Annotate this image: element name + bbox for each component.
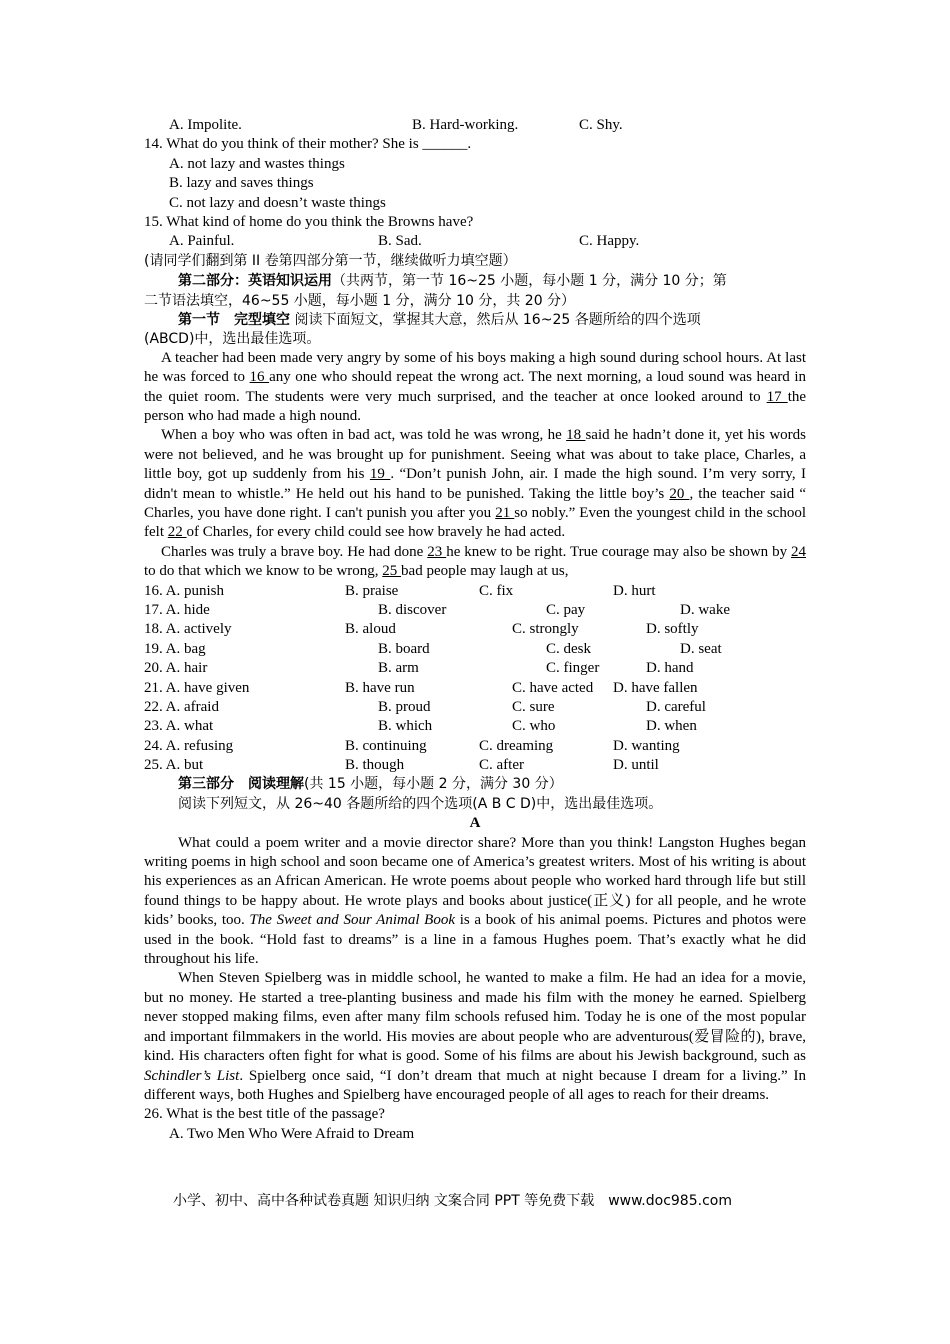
- section1-desc-2: (ABCD)中，选出最佳选项。: [144, 331, 321, 348]
- q14-option-c: C. not lazy and doesn’t waste things: [169, 194, 386, 211]
- book-title: The Sweet and Sour Animal Book: [249, 912, 456, 929]
- blank-24: 24: [791, 543, 807, 560]
- option-b: B. proud: [378, 698, 431, 715]
- option-row: [144, 601, 806, 620]
- option-row: [144, 737, 806, 756]
- option-row: [144, 582, 806, 601]
- option-d: D. when: [646, 718, 697, 735]
- passage-paragraph-2: [144, 969, 806, 1105]
- option-a: 20. A. hair: [144, 660, 208, 677]
- option-d: D. until: [613, 757, 659, 774]
- option-b: B. praise: [345, 582, 399, 599]
- option-c: C. who: [512, 718, 556, 735]
- cloze-text: bad people may laugh at us,: [401, 563, 569, 580]
- q15-options: [144, 232, 806, 251]
- cloze-paragraph-2: [144, 426, 806, 542]
- passage-text: What could a poem writer and a movie director share? More than you think! Langston Hughes began writing poems in high school and soon became one of America’s greatest writers. Most of his writing is about his experiences as an African American. He wrote poems about people who worked hard through life but still found things to be happy about. He wrote plays and books about justice(正义) for all people, and he wrote kids’ books, too.: [144, 834, 806, 929]
- q13-option-c: C. Shy.: [579, 117, 623, 133]
- section1-desc-1: 阅读下面短文，掌握其大意，然后从 16~25 各题所给的四个选项: [290, 311, 701, 328]
- section1-header: [144, 310, 806, 349]
- option-c: C. desk: [546, 640, 591, 657]
- q13-option-a: A. Impolite.: [169, 117, 242, 133]
- cloze-paragraph-3: [144, 543, 806, 582]
- q13-option-b: B. Hard-working.: [412, 117, 519, 133]
- q14-option-a: A. not lazy and wastes things: [169, 155, 345, 172]
- passage-text: . Spielberg once said, “I don’t dream that much at night because I dream for a living.” In different ways, both Hughes and Spielberg have encouraged people of all ages to reach for their dreams.: [144, 1067, 806, 1103]
- option-row: [144, 620, 806, 639]
- option-row: [144, 679, 806, 698]
- cloze-text: , the teacher said “ Charles, you have done right. I can't punish you after you: [144, 485, 807, 521]
- passage-text: is a book of his animal poems. Pictures and photos were used in the book. “Hold fast to dreams” is a line in a famous Hughes poem. That’s exactly what he did throughout his life.: [144, 912, 806, 968]
- option-b: B. which: [378, 718, 433, 735]
- cloze-text: said he hadn’t done it, yet his words were not believed, and he was brought up for punishment. Seeing what was about to take place, Charles, a little boy, got up suddenly from his: [144, 427, 807, 483]
- film-title: Schindler’s List: [144, 1067, 240, 1084]
- blank-16: 16: [249, 369, 270, 386]
- q15-option-a: A. Painful.: [169, 233, 235, 250]
- option-row: [144, 640, 806, 659]
- cloze-text: so nobly.” Even the youngest child in the school felt: [144, 504, 806, 541]
- q13-options: [144, 116, 806, 135]
- q15-option-b: B. Sad.: [378, 233, 422, 250]
- cloze-text: A teacher had been made very angry by some of his boys making a high sound during school hours. At last he was forced to: [144, 349, 806, 386]
- blank-17: 17: [766, 388, 788, 405]
- option-d: D. have fallen: [613, 679, 698, 696]
- option-c: C. fix: [479, 582, 514, 599]
- option-b: B. arm: [378, 660, 419, 677]
- option-b: B. though: [345, 757, 405, 774]
- option-b: B. discover: [378, 601, 447, 618]
- option-row: [144, 698, 806, 717]
- cloze-text: Charles was truly a brave boy. He had done: [161, 543, 428, 560]
- cloze-text: the person who had made a high nound.: [144, 388, 807, 424]
- option-b: B. continuing: [345, 737, 427, 754]
- part3-header: [144, 775, 806, 794]
- option-row: [144, 717, 806, 736]
- q15-option-c: C. Happy.: [579, 233, 640, 250]
- part2-desc-2: 二节语法填空，46~55 小题，每小题 1 分，满分 10 分，共 20 分）: [144, 292, 576, 309]
- cloze-text: of Charles, for every child could see how bravely he had acted.: [186, 524, 566, 541]
- option-a: 19. A. bag: [144, 640, 206, 657]
- blank-18: 18: [566, 427, 586, 444]
- blank-19: 19: [369, 466, 391, 483]
- cloze-text: When a boy who was often in bad act, was told he was wrong, he: [161, 427, 567, 444]
- cloze-paragraph-1: [144, 349, 806, 427]
- option-a: 24. A. refusing: [144, 737, 234, 754]
- blank-20: 20: [669, 485, 690, 502]
- exam-page: [144, 116, 806, 1144]
- option-row: [144, 756, 806, 775]
- option-d: D. softly: [646, 621, 699, 638]
- part3-instructions: 阅读下列短文，从 26~40 各题所给的四个选项(A B C D)中，选出最佳选项。: [178, 795, 663, 812]
- q26-option-a: A. Two Men Who Were Afraid to Dream: [169, 1125, 415, 1142]
- option-b: B. have run: [345, 679, 415, 696]
- cloze-options: [144, 582, 806, 776]
- part2-header: [144, 271, 806, 310]
- option-a: 21. A. have given: [144, 679, 250, 696]
- blank-25: 25: [382, 563, 402, 580]
- option-c: C. dreaming: [479, 737, 554, 754]
- page-footer: 小学、初中、高中各种试卷真题 知识归纳 文案合同 PPT 等免费下载 www.doc985.com: [173, 1193, 732, 1209]
- option-b: B. aloud: [345, 621, 396, 638]
- option-c: C. have acted: [512, 679, 594, 696]
- q15-stem: 15. What kind of home do you think the Browns have?: [144, 213, 474, 230]
- option-a: 25. A. but: [144, 757, 204, 774]
- option-d: D. wake: [680, 601, 730, 618]
- option-a: 18. A. actively: [144, 621, 232, 638]
- section1-title: 第一节 完型填空: [178, 311, 290, 328]
- passage-paragraph-1: [144, 834, 806, 970]
- part2-desc-1: （共两节，第一节 16~25 小题，每小题 1 分，满分 10 分；第: [332, 273, 727, 290]
- option-c: C. after: [479, 757, 524, 774]
- option-c: C. sure: [512, 698, 555, 715]
- option-a: 22. A. afraid: [144, 698, 219, 715]
- option-b: B. board: [378, 640, 430, 657]
- passage-text: When Steven Spielberg was in middle school, he wanted to make a film. He had an idea for a movie, but no money. He started a tree-planting business and made his film with the money he earned. Spielberg never stopped making films, even after many film schools refused him. Today he is one of the most popular and important filmmakers in the world. His movies are about people who are adventurous(爱冒险的), brave, kind. His characters often fight for what is good. Some of his films are about his Jewish background, such as: [144, 970, 806, 1065]
- part2-title: 第二部分：英语知识运用: [178, 273, 332, 290]
- q14-option-b: B. lazy and saves things: [169, 175, 314, 192]
- option-c: C. strongly: [512, 621, 579, 638]
- cloze-text: to do that which we know to be wrong,: [144, 563, 383, 580]
- option-a: 16. A. punish: [144, 582, 225, 599]
- part3-desc: (共 15 小题，每小题 2 分，满分 30 分）: [304, 776, 563, 793]
- option-d: D. careful: [646, 698, 706, 715]
- option-d: D. hurt: [613, 582, 656, 599]
- q26-stem: 26. What is the best title of the passage?: [144, 1106, 385, 1123]
- option-c: C. finger: [546, 660, 600, 677]
- blank-23: 23: [427, 543, 447, 560]
- option-a: 17. A. hide: [144, 601, 210, 618]
- cloze-text: any one who should repeat the wrong act. The next morning, a loud sound was heard in the quiet room. The students were very much surprised, and the teacher at once looked around to: [144, 369, 806, 405]
- blank-21: 21: [495, 504, 515, 521]
- listening-note: (请同学们翻到第 II 卷第四部分第一节，继续做听力填空题）: [144, 252, 517, 269]
- cloze-text: . “Don’t punish John, air. I made the high sound. I’m very sorry, I didn't mean to whistle.” He held out his hand to be punished. Taking the little boy’s: [144, 466, 807, 502]
- option-d: D. seat: [680, 640, 722, 657]
- passage-label: A: [469, 815, 481, 832]
- part3-title: 第三部分 阅读理解: [178, 776, 304, 793]
- option-a: 23. A. what: [144, 718, 214, 735]
- option-row: [144, 659, 806, 678]
- q14-stem: 14. What do you think of their mother? She is ______.: [144, 136, 472, 153]
- option-d: D. hand: [646, 660, 694, 677]
- cloze-text: he knew to be right. True courage may also be shown by: [446, 543, 792, 560]
- option-c: C. pay: [546, 601, 586, 618]
- blank-22: 22: [167, 524, 187, 541]
- option-d: D. wanting: [613, 737, 680, 754]
